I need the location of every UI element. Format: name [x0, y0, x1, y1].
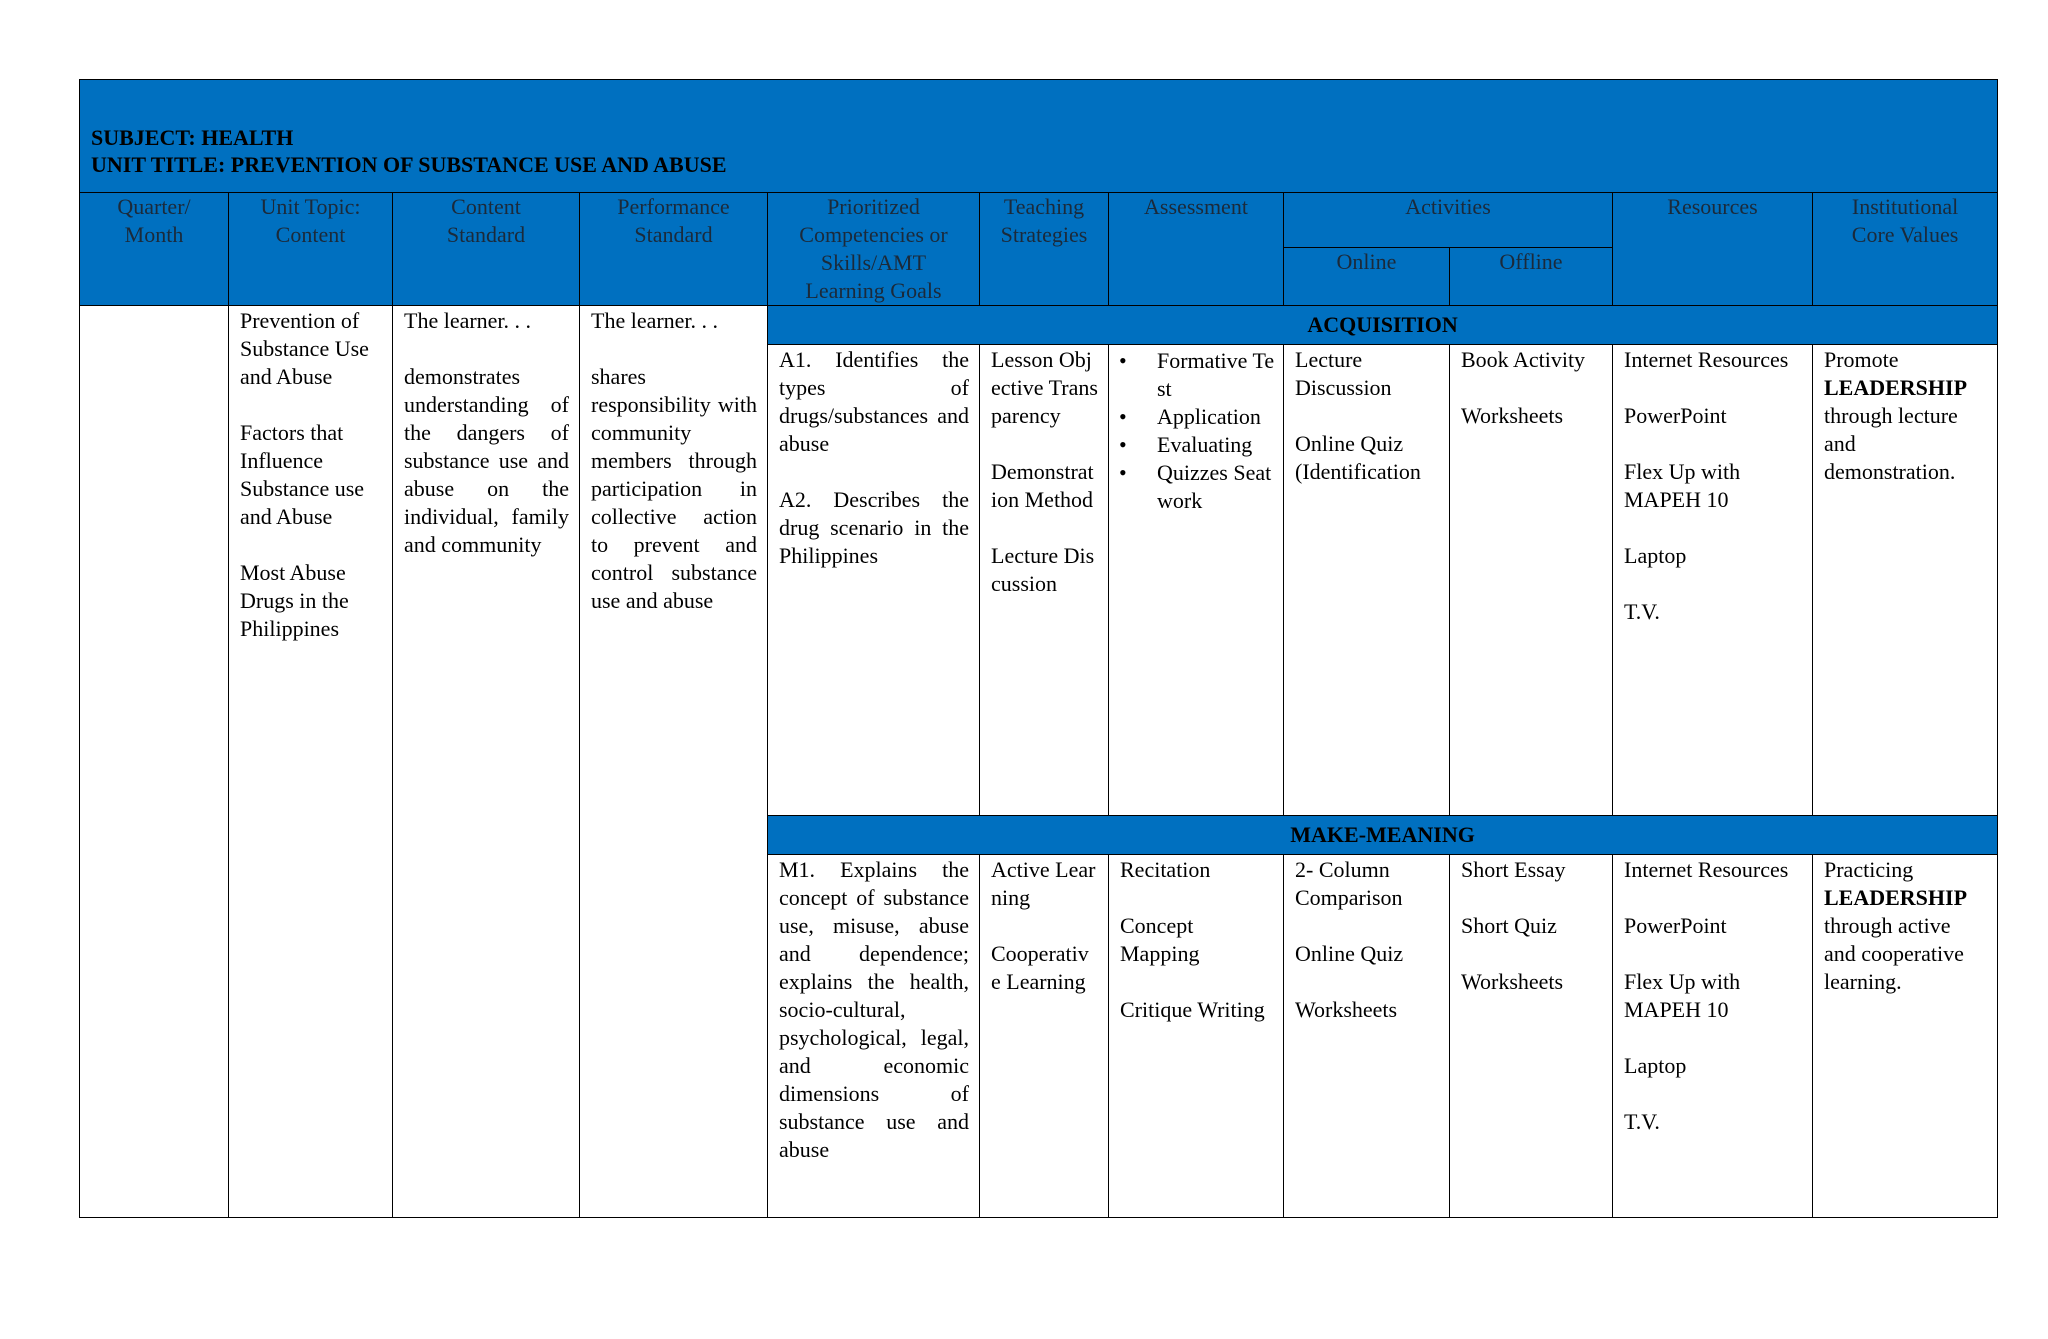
- resource-item: Laptop: [1624, 1053, 1687, 1078]
- header-content-standard: Content Standard: [393, 193, 580, 306]
- make-meaning-assessment-cell: [1109, 855, 1284, 1218]
- teaching-item: Cooperative Learning: [991, 941, 1089, 994]
- assessment-item: Critique Writing: [1120, 997, 1265, 1022]
- header-online: Online: [1284, 248, 1450, 306]
- assessment-item: • Formative Test: [1157, 347, 1277, 403]
- teaching-item: Lesson Objective Transparency: [991, 347, 1098, 428]
- acquisition-offline-cell: [1450, 345, 1613, 816]
- offline-activity: Worksheets: [1461, 969, 1564, 994]
- quarter-cell: [80, 306, 229, 1218]
- offline-activity: Short Essay: [1461, 857, 1566, 882]
- assessment-item: • Application: [1157, 403, 1277, 431]
- unit-topic-2: Factors that Influence Substance use and Abuse: [240, 420, 365, 529]
- make-meaning-offline-cell: [1450, 855, 1613, 1218]
- header-core-values: Institutional Core Values: [1813, 193, 1998, 306]
- make-meaning-teaching-cell: [980, 855, 1109, 1218]
- header-competencies: Prioritized Competencies or Skills/AMT Learning Goals: [768, 193, 980, 306]
- resource-item: Laptop: [1624, 543, 1687, 568]
- core-value-pre: Practicing: [1824, 857, 1914, 882]
- content-standard-cell: [393, 306, 580, 1218]
- unit-topic-3: Most Abuse Drugs in the Philippines: [240, 560, 349, 641]
- online-activity: Lecture Discussion: [1295, 347, 1392, 400]
- offline-activity: Book Activity: [1461, 347, 1586, 372]
- resource-item: T.V.: [1624, 1109, 1660, 1134]
- acquisition-resources-cell: [1613, 345, 1813, 816]
- assessment-item: • Evaluating: [1157, 431, 1277, 459]
- header-resources: Resources: [1613, 193, 1813, 306]
- resource-item: Internet Resources: [1624, 347, 1789, 372]
- resource-item: Internet Resources: [1624, 857, 1789, 882]
- header-teaching-strategies: Teaching Strategies: [980, 193, 1109, 306]
- header-unit-topic: Unit Topic: Content: [229, 193, 393, 306]
- performance-standard-lead: The learner. . .: [591, 308, 719, 333]
- performance-standard-body: shares responsibility with community members through participation in collective action to prevent and control substance use and abuse: [591, 364, 757, 613]
- curriculum-map-table: [79, 79, 1998, 1218]
- resource-item: Flex Up with MAPEH 10: [1624, 969, 1741, 1022]
- assessment-item: • Quizzes Seatwork: [1157, 459, 1277, 515]
- teaching-item: Lecture Discussion: [991, 543, 1095, 596]
- header-performance-standard: Performance Standard: [580, 193, 768, 306]
- competency-a1: A1. Identifies the types of drugs/substances and abuse: [779, 347, 969, 456]
- section-make-meaning: MAKE-MEANING: [768, 816, 1998, 855]
- online-activity: Worksheets: [1295, 997, 1398, 1022]
- header-activities: Activities: [1284, 193, 1613, 248]
- assessment-item: Concept Mapping: [1120, 913, 1200, 966]
- performance-standard-cell: [580, 306, 768, 1218]
- core-value-post: through lecture and demonstration.: [1824, 403, 1958, 484]
- resource-item: T.V.: [1624, 599, 1660, 624]
- core-value-keyword: LEADERSHIP: [1824, 375, 1968, 400]
- content-standard-lead: The learner. . .: [404, 308, 532, 333]
- online-activity: 2- Column Comparison: [1295, 857, 1403, 910]
- section-acquisition: ACQUISITION: [768, 306, 1998, 345]
- acquisition-teaching-cell: [980, 345, 1109, 816]
- acquisition-competencies-cell: [768, 345, 980, 816]
- resource-item: Flex Up with MAPEH 10: [1624, 459, 1741, 512]
- core-value-post: through active and cooperative learning.: [1824, 913, 1964, 994]
- subject-title: SUBJECT: HEALTH: [91, 125, 294, 150]
- unit-topic-1: Prevention of Substance Use and Abuse: [240, 308, 369, 389]
- core-value-keyword: LEADERSHIP: [1824, 885, 1968, 910]
- resource-item: PowerPoint: [1624, 403, 1727, 428]
- unit-title: UNIT TITLE: PREVENTION OF SUBSTANCE USE AND ABUSE: [91, 152, 727, 177]
- assessment-item: Recitation: [1120, 857, 1211, 882]
- header-offline: Offline: [1450, 248, 1613, 306]
- header-assessment: Assessment: [1109, 193, 1284, 306]
- header-quarter: Quarter/ Month: [80, 193, 229, 306]
- competency-a2: A2. Describes the drug scenario in the Philippines: [779, 487, 969, 568]
- teaching-item: Demonstration Method: [991, 459, 1094, 512]
- resource-item: PowerPoint: [1624, 913, 1727, 938]
- competency-m1: M1. Explains the concept of substance use, misuse, abuse and dependence; explains the health, socio-cultural, psychological, legal, and economic dimensions of substance use and abuse: [779, 857, 969, 1162]
- make-meaning-online-cell: [1284, 855, 1450, 1218]
- make-meaning-resources-cell: [1613, 855, 1813, 1218]
- title-banner: [80, 80, 1998, 193]
- online-activity: Online Quiz: [1295, 941, 1404, 966]
- acquisition-core-values-cell: [1813, 345, 1998, 816]
- core-value-pre: Promote: [1824, 347, 1899, 372]
- teaching-item: Active Learning: [991, 857, 1096, 910]
- acquisition-assessment-cell: [1109, 345, 1284, 816]
- offline-activity: Worksheets: [1461, 403, 1564, 428]
- unit-topic-cell: [229, 306, 393, 1218]
- content-standard-body: demonstrates understanding of the dangers of substance use and abuse on the individual, family and community: [404, 364, 569, 557]
- make-meaning-core-values-cell: [1813, 855, 1998, 1218]
- acquisition-online-cell: [1284, 345, 1450, 816]
- offline-activity: Short Quiz: [1461, 913, 1557, 938]
- make-meaning-competencies-cell: [768, 855, 980, 1218]
- online-activity: Online Quiz (Identification: [1295, 431, 1421, 484]
